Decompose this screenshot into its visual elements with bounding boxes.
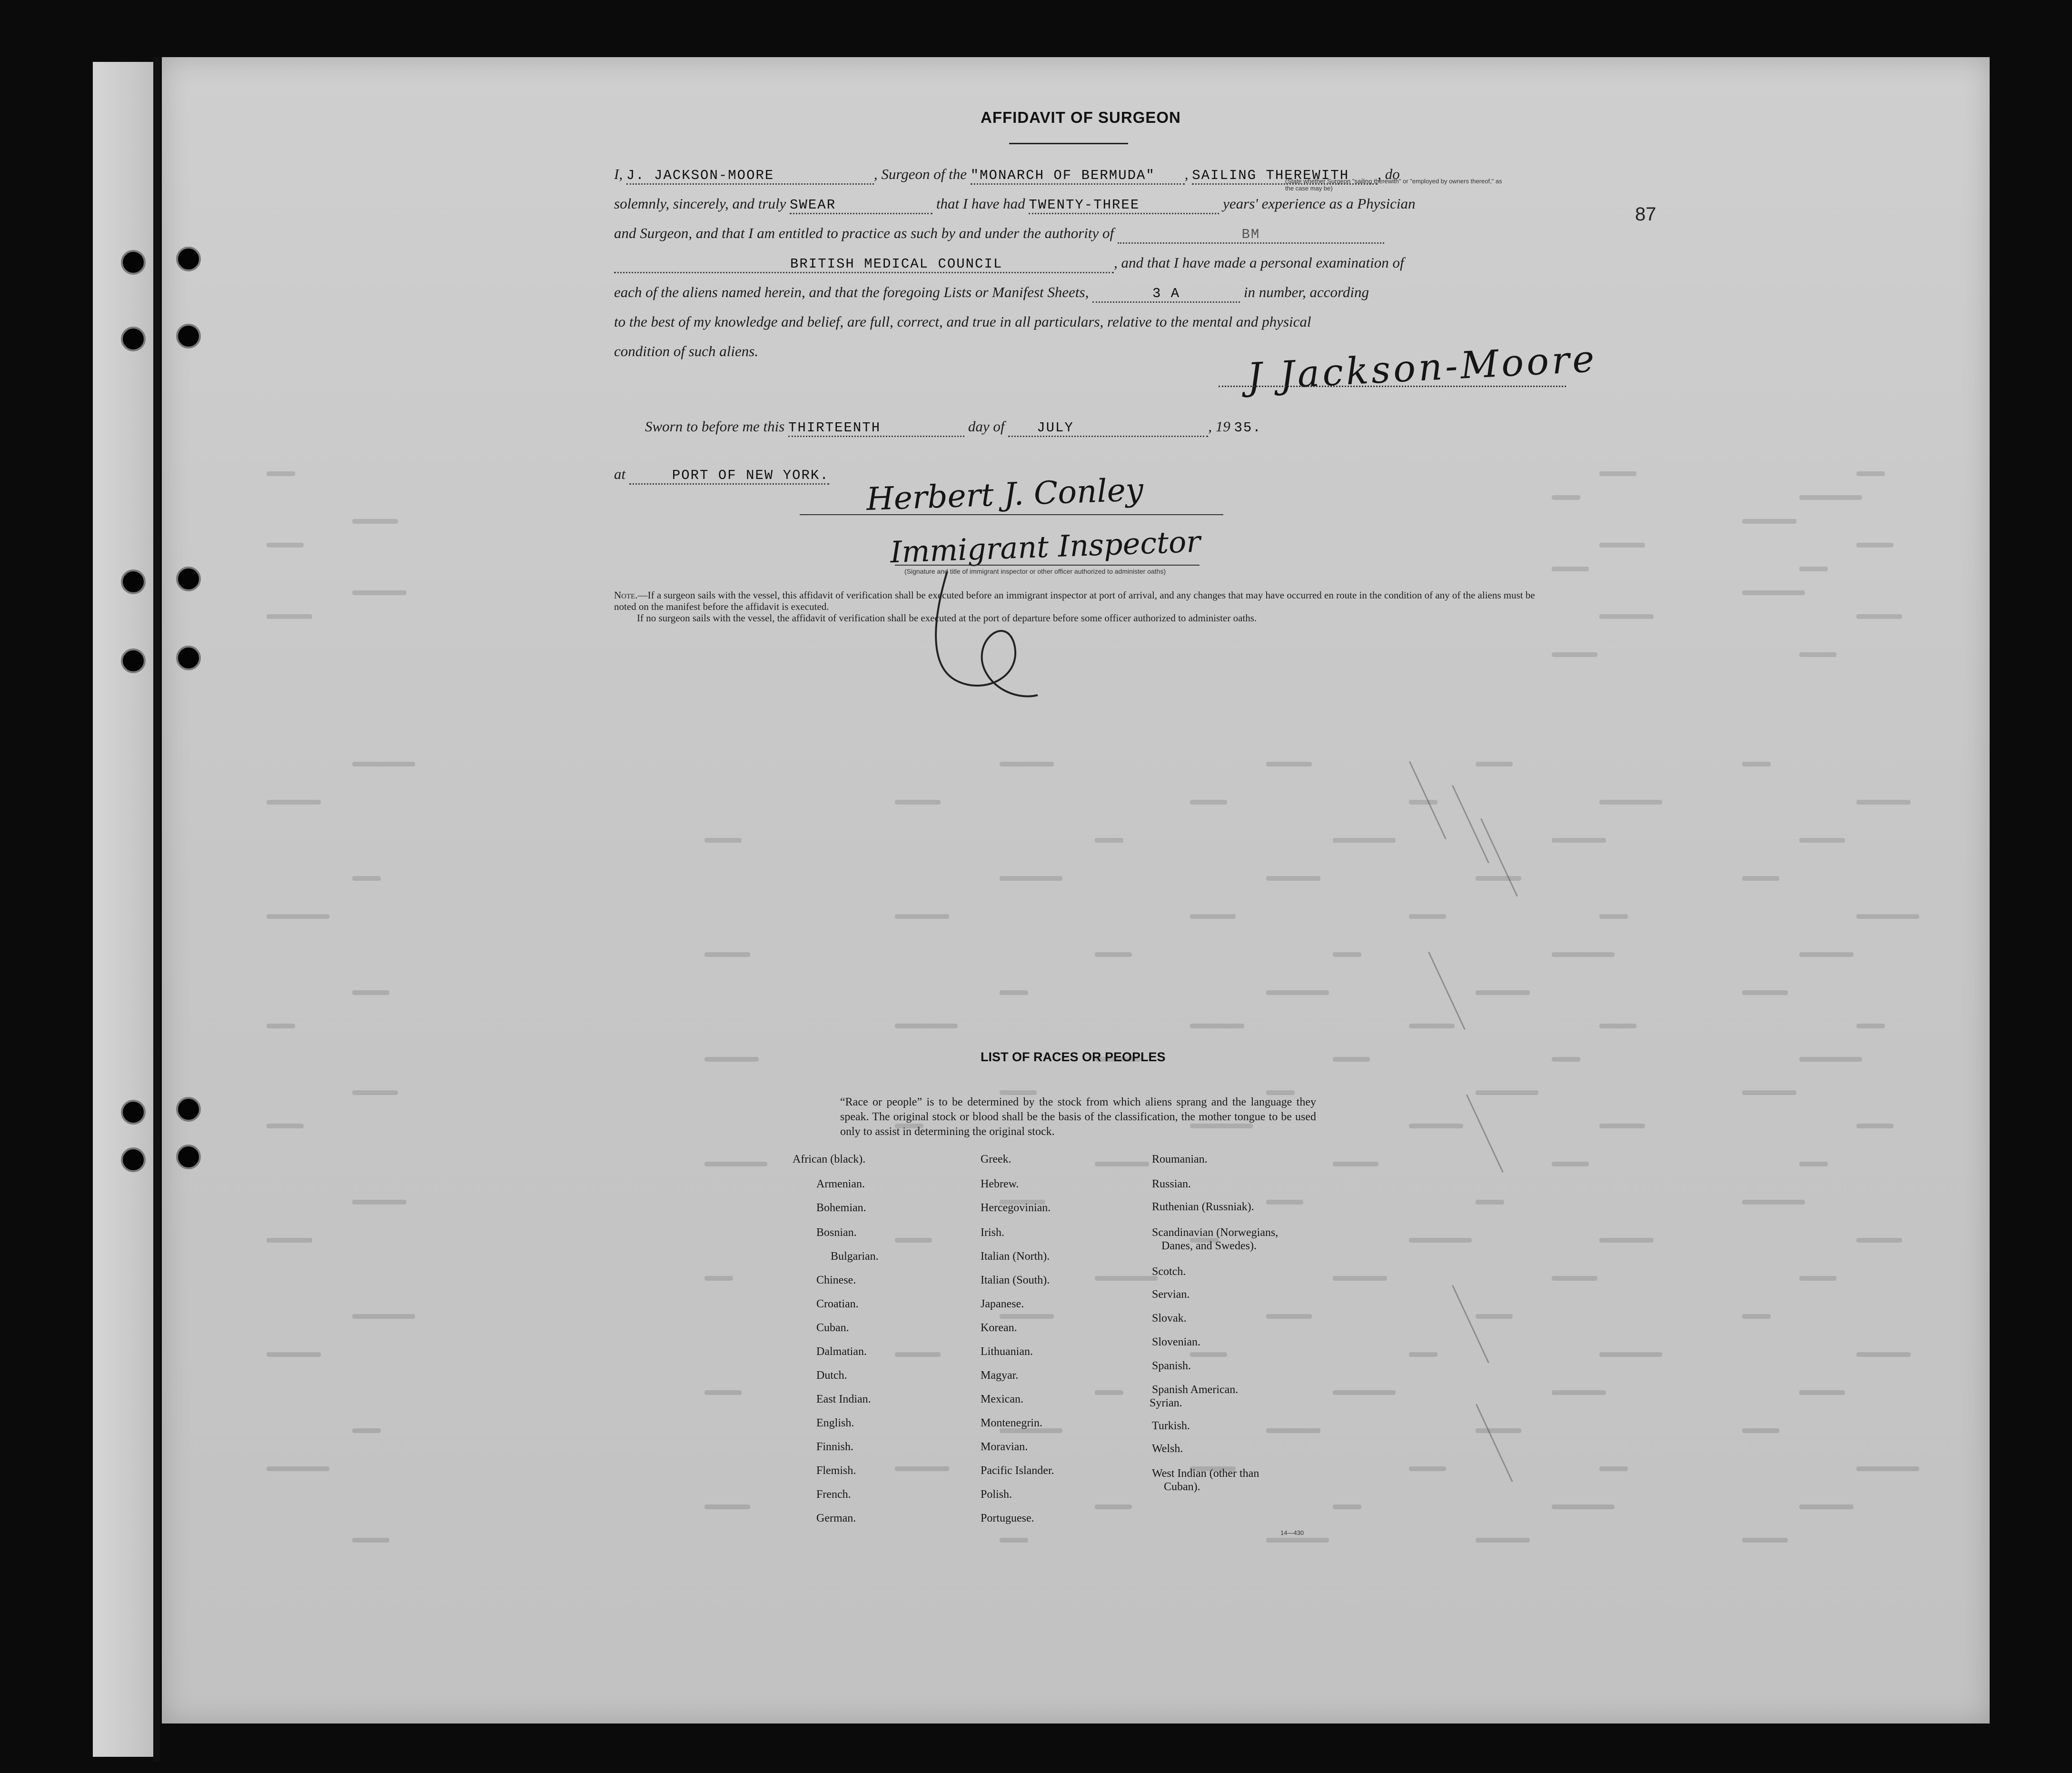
bleed-mark	[1476, 876, 1521, 881]
bleed-mark	[1552, 952, 1615, 957]
text-surgeon-of: , Surgeon of the	[873, 166, 967, 182]
bleed-mark	[1409, 1124, 1463, 1128]
years-field	[1029, 195, 1219, 214]
text-do: do	[1385, 166, 1400, 182]
bleed-mark	[1799, 1276, 1836, 1281]
bleed-mark	[704, 952, 750, 957]
sworn-year: 35.	[1234, 420, 1262, 436]
affidavit-line-6	[614, 313, 1311, 330]
bleed-mark	[1266, 1314, 1312, 1319]
bleed-mark	[895, 1238, 932, 1243]
bleed-mark	[1799, 1162, 1828, 1166]
bleed-mark	[1000, 1314, 1054, 1319]
sworn-day: THIRTEENTH	[788, 420, 881, 436]
text-I: I,	[614, 166, 623, 182]
punch-hole	[176, 1097, 201, 1122]
bleed-mark	[1266, 876, 1320, 881]
affidavit-line-3	[614, 225, 1384, 244]
bleed-mark	[1799, 567, 1828, 571]
bleed-mark	[1190, 1352, 1227, 1357]
bleed-mark	[1095, 952, 1132, 957]
text-each-alien: each of the aliens named herein, and that the foregoing Lists or Manifest Sheets,	[614, 284, 1089, 300]
bleed-mark	[1266, 1538, 1329, 1543]
authority-short: BM	[1241, 227, 1260, 242]
verification-note	[614, 589, 1537, 624]
bleed-mark	[1799, 1504, 1854, 1509]
race-item: Pacific Islander.	[981, 1464, 1054, 1477]
race-item: Welsh.	[1152, 1443, 1183, 1455]
bleed-mark	[1476, 1428, 1521, 1433]
inspector-signature: Herbert J. Conley	[865, 471, 1144, 518]
bleed-mark	[1552, 567, 1589, 571]
bleed-mark	[1856, 1024, 1885, 1028]
race-item: Croatian.	[816, 1298, 859, 1310]
bleed-mark	[895, 1466, 949, 1471]
bleed-mark	[1095, 1504, 1132, 1509]
bleed-mark	[1599, 1238, 1654, 1243]
race-item: Magyar.	[981, 1369, 1019, 1382]
race-item: Chinese.	[816, 1274, 856, 1286]
race-item: Mexican.	[981, 1393, 1023, 1405]
bleed-mark	[1856, 1124, 1894, 1128]
bleed-mark	[1409, 914, 1446, 919]
punch-hole	[176, 247, 201, 271]
place: PORT OF NEW YORK.	[672, 468, 829, 483]
bleed-mark	[895, 1024, 958, 1028]
bleed-mark	[704, 1390, 742, 1395]
race-item: Flemish.	[816, 1464, 856, 1477]
bleed-mark	[1599, 1352, 1662, 1357]
bleed-mark	[352, 1090, 398, 1095]
bleed-mark	[704, 1276, 733, 1281]
bleed-mark	[1742, 990, 1788, 995]
bleed-mark	[1266, 1090, 1295, 1095]
bleed-mark	[704, 1057, 759, 1062]
bleed-mark	[1095, 838, 1123, 843]
punch-hole	[121, 648, 146, 673]
inspector-title: Immigrant Inspector	[889, 524, 1201, 570]
note-text-2: If no surgeon sails with the vessel, the affidavit of verification shall be executed at the port of departure before some officer authorized to administer oaths.	[637, 612, 1257, 624]
authority-field	[614, 254, 1114, 273]
bleed-mark	[1742, 519, 1796, 524]
race-item: Irish.	[981, 1226, 1004, 1239]
bleed-mark	[1266, 1200, 1303, 1205]
bleed-mark	[1409, 800, 1438, 805]
bleed-mark	[1095, 1162, 1149, 1166]
affidavit-line-2	[614, 195, 1415, 214]
bleed-mark	[1476, 1200, 1504, 1205]
text-entitled: and Surgeon, and that I am entitled to practice as such by and under the authority of	[614, 225, 1114, 241]
bleed-mark	[267, 543, 304, 548]
page-number: 87	[1635, 204, 1656, 225]
race-item: Portuguese.	[981, 1512, 1034, 1524]
bleed-mark	[895, 914, 949, 919]
race-item: Scotch.	[1152, 1265, 1186, 1278]
bleed-mark	[1599, 471, 1636, 476]
race-item: German.	[816, 1512, 856, 1524]
race-item: Lithuanian.	[981, 1345, 1033, 1358]
punch-hole	[176, 1145, 201, 1169]
races-intro: “Race or people” is to be determined by the stock from which aliens sprang and the language they speak. The original stock or blood shall be the basis of the classification, the mother tongue to be used only to assist in determining the original stock.	[840, 1096, 1316, 1138]
bleed-mark	[1095, 1276, 1158, 1281]
bleed-mark	[1742, 1538, 1788, 1543]
bleed-mark	[1409, 1238, 1472, 1243]
bleed-mark	[1476, 1090, 1538, 1095]
bleed-mark	[1552, 838, 1606, 843]
month-field	[1008, 418, 1208, 437]
bleed-mark	[1552, 1057, 1580, 1062]
race-item: Finnish.	[816, 1441, 854, 1453]
text-solemnly: solemnly, sincerely, and truly	[614, 195, 786, 212]
race-item: Slovak.	[1152, 1312, 1187, 1325]
text-day-of: day of	[968, 418, 1005, 435]
sworn-line	[645, 418, 1262, 437]
sailing-status: SAILING THEREWITH	[1192, 168, 1349, 183]
bleed-mark	[1552, 1162, 1589, 1166]
manifest-sheet	[162, 57, 1990, 1723]
bleed-mark	[1333, 952, 1361, 957]
punch-hole	[121, 1100, 146, 1125]
bleed-mark	[352, 990, 389, 995]
text-19: , 19	[1208, 418, 1230, 435]
race-item: Syrian.	[1150, 1397, 1182, 1409]
form-code: 14—430	[1280, 1529, 1304, 1536]
bleed-mark	[1599, 1024, 1636, 1028]
inspector-signature-line	[800, 514, 1223, 515]
race-item: Armenian.	[816, 1178, 865, 1190]
race-item: Russian.	[1152, 1178, 1191, 1190]
oath-word: SWEAR	[790, 197, 836, 213]
note-label: Note.	[614, 589, 638, 601]
text-condition: condition of such aliens.	[614, 343, 759, 359]
bleed-mark	[1409, 1466, 1446, 1471]
bleed-mark	[1552, 652, 1597, 657]
bleed-mark	[1333, 1057, 1370, 1062]
bleed-mark	[1742, 1314, 1771, 1319]
bleed-mark	[1476, 1314, 1513, 1319]
authority: BRITISH MEDICAL COUNCIL	[790, 256, 1003, 272]
race-item: Scandinavian (Norwegians,	[1152, 1226, 1279, 1239]
bleed-mark	[1190, 1024, 1244, 1028]
race-item: Dutch.	[816, 1369, 847, 1382]
bleed-mark	[1266, 990, 1329, 995]
bleed-mark	[1476, 1538, 1530, 1543]
bleed-mark	[1333, 1162, 1378, 1166]
bleed-mark	[1476, 762, 1513, 767]
bleed-mark	[1333, 838, 1396, 843]
years-experience: TWENTY-THREE	[1029, 197, 1140, 213]
text-years-experience: years' experience as a Physician	[1223, 195, 1416, 212]
bleed-mark	[895, 1352, 941, 1357]
bleed-mark	[1799, 838, 1845, 843]
bleed-mark	[1552, 1504, 1615, 1509]
race-item: Japanese.	[981, 1298, 1024, 1310]
race-item: Moravian.	[981, 1441, 1028, 1453]
race-item: Bohemian.	[816, 1202, 866, 1214]
day-field	[788, 418, 964, 437]
oath-field	[790, 195, 932, 214]
race-item: African (black).	[793, 1153, 866, 1165]
bleed-mark	[267, 1124, 304, 1128]
bleed-mark	[1742, 1200, 1805, 1205]
race-item: Spanish.	[1152, 1360, 1191, 1372]
punch-hole	[176, 567, 201, 591]
bleed-mark	[1799, 495, 1862, 500]
bleed-mark	[352, 1314, 415, 1319]
bleed-mark	[1742, 590, 1805, 595]
bleed-mark	[267, 471, 295, 476]
bleed-mark	[1856, 614, 1902, 619]
bleed-mark	[267, 614, 312, 619]
bleed-mark	[1599, 914, 1628, 919]
bleed-mark	[1190, 800, 1227, 805]
bleed-mark	[1552, 495, 1580, 500]
bleed-mark	[267, 1352, 321, 1357]
race-item: English.	[816, 1417, 854, 1429]
bleed-mark	[1856, 914, 1919, 919]
race-item: Spanish American.	[1152, 1384, 1239, 1396]
bleed-mark	[267, 1024, 295, 1028]
bleed-mark	[352, 1428, 381, 1433]
bleed-mark	[1000, 876, 1062, 881]
bleed-mark	[704, 1504, 750, 1509]
bleed-mark	[1599, 1124, 1645, 1128]
race-item: Italian (North).	[981, 1250, 1050, 1263]
bleed-mark	[1856, 471, 1885, 476]
bleed-mark	[1333, 1504, 1361, 1509]
bleed-mark	[1856, 543, 1894, 548]
bleed-mark	[352, 1538, 389, 1543]
surgeon-name-field	[626, 166, 874, 185]
surgeon-signature-line	[1219, 386, 1566, 387]
affidavit-line-1: I, J. JACKSON-MOORE , Surgeon of the "MONARCH OF BERMUDA" , SAILING THEREWITH , do	[614, 166, 1400, 185]
race-item: Ruthenian (Russniak).	[1152, 1201, 1254, 1213]
bleed-mark	[1799, 952, 1854, 957]
text-best-knowledge: to the best of my knowledge and belief, are full, correct, and true in all particulars, relative to the mental and physical	[614, 313, 1311, 330]
affidavit-line-5	[614, 284, 1369, 303]
bleed-mark	[1000, 990, 1028, 995]
race-item: Hebrew.	[981, 1178, 1019, 1190]
bleed-mark	[1599, 800, 1662, 805]
bleed-mark	[1190, 914, 1236, 919]
surgeon-name: J. JACKSON-MOORE	[626, 168, 774, 183]
bleed-mark	[267, 914, 329, 919]
bleed-mark	[1000, 1090, 1037, 1095]
race-item: Cuban.	[816, 1322, 849, 1334]
sworn-month: JULY	[1037, 420, 1074, 436]
bleed-mark	[1552, 1276, 1597, 1281]
bleed-mark	[704, 838, 742, 843]
signature-flourish	[928, 562, 1052, 705]
race-item: Polish.	[981, 1488, 1012, 1501]
race-item: Slovenian.	[1152, 1336, 1200, 1348]
text-have-had: that I have had	[936, 195, 1025, 212]
place-field	[629, 466, 829, 485]
race-item: Cuban).	[1164, 1481, 1200, 1493]
bleed-mark	[1856, 1352, 1911, 1357]
race-item: Danes, and Swedes).	[1161, 1240, 1257, 1252]
race-item: Turkish.	[1152, 1420, 1190, 1432]
sheets-field	[1092, 284, 1240, 303]
bleed-mark	[267, 1466, 329, 1471]
bleed-mark	[1599, 1466, 1628, 1471]
binder-strip	[93, 62, 159, 1757]
bleed-mark	[352, 762, 415, 767]
bleed-mark	[352, 876, 381, 881]
bleed-mark	[1599, 543, 1645, 548]
bleed-mark	[1742, 762, 1771, 767]
bleed-mark	[1095, 1390, 1123, 1395]
punch-hole	[121, 1147, 146, 1172]
sailing-instruction: (State whether Surgeon "sailing therewith" or "employed by owners thereof," as the case may be)	[1285, 178, 1502, 192]
ship-name-field	[971, 166, 1185, 185]
bleed-mark	[1000, 762, 1054, 767]
bleed-mark	[1409, 1024, 1455, 1028]
bleed-mark	[1599, 614, 1654, 619]
race-item: Bosnian.	[816, 1226, 857, 1239]
note-text-1: —If a surgeon sails with the vessel, this affidavit of verification shall be executed before an immigrant inspector at port of arrival, and any changes that may have occurred en route in the condition of any of the aliens must be noted on the manifest before the affidavit is executed.	[614, 589, 1535, 612]
bleed-mark	[1266, 762, 1312, 767]
race-item: Hercegovinian.	[981, 1202, 1051, 1214]
text-at: at	[614, 466, 626, 482]
bleed-mark	[352, 519, 398, 524]
races-title: LIST OF RACES OR PEOPLES	[981, 1050, 1166, 1064]
authority-short-field	[1118, 225, 1384, 244]
title-underline	[1009, 143, 1128, 144]
race-item: Montenegrin.	[981, 1417, 1042, 1429]
punch-hole	[121, 250, 146, 275]
bleed-mark	[352, 590, 406, 595]
bleed-mark	[1742, 876, 1779, 881]
affidavit-line-7	[614, 343, 758, 360]
punch-hole	[121, 569, 146, 594]
race-item: Dalmatian.	[816, 1345, 867, 1358]
text-personal-exam: , and that I have made a personal examination of	[1114, 254, 1404, 271]
race-item: Bulgarian.	[831, 1250, 879, 1263]
bleed-mark	[1856, 1466, 1919, 1471]
race-item: West Indian (other than	[1152, 1467, 1259, 1480]
bleed-mark	[1476, 990, 1530, 995]
text-in-number: in number, according	[1243, 284, 1369, 300]
bleed-mark	[1799, 652, 1836, 657]
binder-edge	[153, 57, 160, 1762]
bleed-mark	[1266, 1428, 1320, 1433]
bleed-mark	[895, 800, 941, 805]
bleed-mark	[1856, 1238, 1902, 1243]
punch-hole	[176, 324, 201, 349]
bleed-mark	[267, 1238, 312, 1243]
ship-name: "MONARCH OF BERMUDA"	[970, 168, 1155, 183]
race-item: Italian (South).	[981, 1274, 1050, 1286]
bleed-mark	[1856, 800, 1911, 805]
text-sworn: Sworn to before me this	[645, 418, 785, 435]
bleed-mark	[1799, 1057, 1862, 1062]
punch-hole	[176, 646, 201, 670]
bleed-mark	[1552, 1390, 1606, 1395]
bleed-mark	[1742, 1428, 1779, 1433]
bleed-mark	[1799, 1390, 1845, 1395]
race-item: Servian.	[1152, 1288, 1190, 1301]
bleed-mark	[1742, 1090, 1796, 1095]
bleed-mark	[352, 1200, 406, 1205]
race-item: Greek.	[981, 1153, 1011, 1165]
bleed-mark	[1409, 1352, 1438, 1357]
race-item: Roumanian.	[1152, 1153, 1208, 1165]
signature-caption: (Signature and title of immigrant inspector or other officer authorized to administer oaths)	[904, 568, 1166, 575]
punch-hole	[121, 327, 146, 351]
bleed-mark	[1333, 1276, 1387, 1281]
bleed-mark	[1333, 1390, 1396, 1395]
race-item: French.	[816, 1488, 851, 1501]
race-item: East Indian.	[816, 1393, 871, 1405]
bleed-mark	[1000, 1538, 1028, 1543]
affidavit-line-4	[614, 254, 1404, 273]
bleed-mark	[267, 800, 321, 805]
affidavit-title: AFFIDAVIT OF SURGEON	[981, 109, 1181, 126]
sheet-count: 3 A	[1152, 286, 1180, 301]
place-line	[614, 466, 829, 485]
bleed-mark	[704, 1162, 767, 1166]
surgeon-signature: J Jackson-Moore	[1246, 337, 1598, 399]
race-item: Korean.	[981, 1322, 1017, 1334]
